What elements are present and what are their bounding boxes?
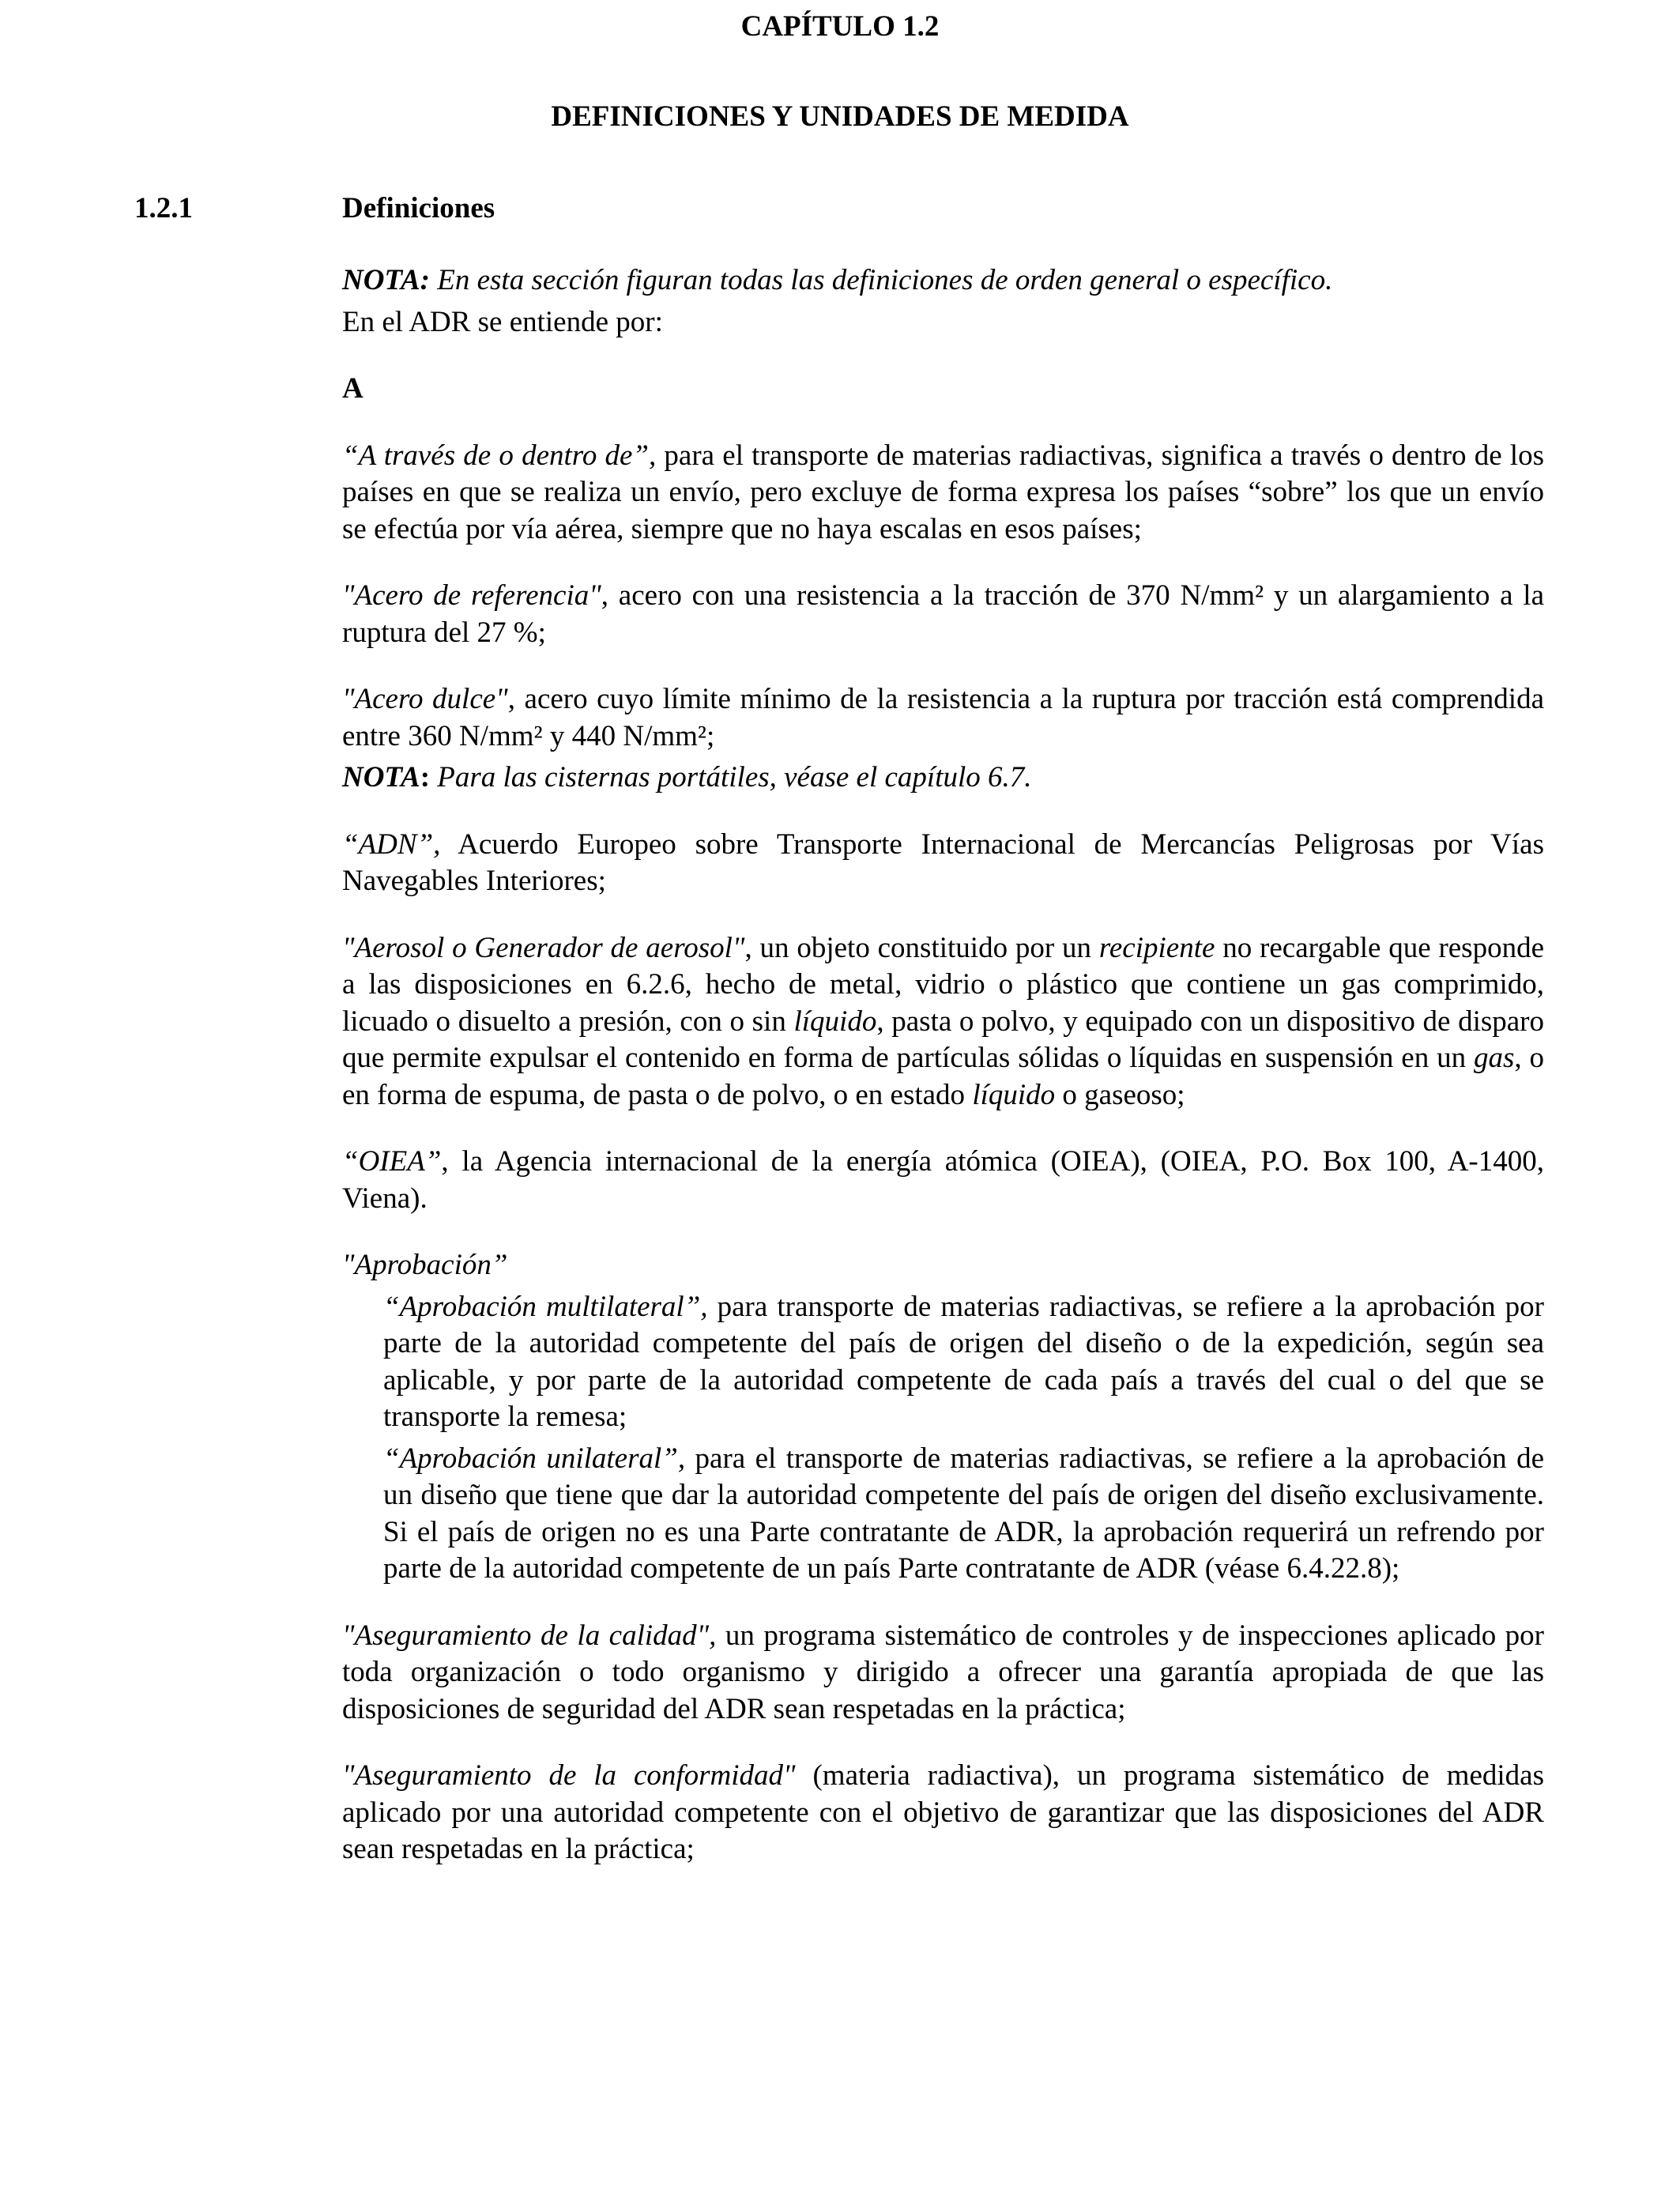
definition-aseguramiento-conformidad: [342, 1758, 1544, 1868]
definition-aprobacion-unilateral: [383, 1441, 1544, 1588]
definition-term: “A través de o dentro de”,: [342, 439, 657, 472]
definition-aerosol: [342, 930, 1544, 1114]
definition-text: , pasta o polvo, y equipado con un dispositivo de disparo que permite expulsar el contenido en forma de partículas sólidas o líquidas en suspensión en un: [342, 1005, 1544, 1074]
definition-text: (materia radiactiva), un programa sistemático de medidas aplicado por una autoridad competente con el objetivo de garantizar que las disposiciones del ADR sean respetadas en la práctica;: [342, 1759, 1544, 1865]
note-label: NOTA:: [342, 264, 430, 296]
definition-text: para el transporte de materias radiactivas, se refiere a la aprobación de un diseño que tiene que dar la autoridad competente del país de origen del diseño exclusivamente. Si el país de origen no es una Parte contratante de ADR, la aprobación requerirá un refrendo por parte de la autoridad competente de un país Parte contratante de ADR (véase 6.4.22.8);: [383, 1442, 1544, 1585]
definition-term: “OIEA”: [342, 1145, 442, 1178]
definition-text: para el transporte de materias radiactivas, significa a través o dentro de los países en que se realiza un envío, pero excluye de forma expresa los países “sobre” los que un envío se efectúa por vía aérea, siempre que no haya escalas en esos países;: [342, 439, 1544, 545]
definition-aseguramiento-calidad: [342, 1618, 1544, 1728]
definition-ref-term: líquido: [972, 1078, 1056, 1111]
note-label: NOTA: [342, 761, 420, 794]
note-paragraph: [342, 262, 1544, 300]
note-text: Para las cisternas portátiles, véase el capítulo 6.7.: [430, 761, 1032, 794]
definitions-body: [342, 262, 1544, 1868]
definition-adn: [342, 827, 1544, 900]
definition-term: “Aprobación multilateral”,: [383, 1290, 708, 1323]
definition-text: no recargable que responde a las disposiciones en 6.2.6, hecho de metal, vidrio o plástico que contiene un gas comprimido, licuado o disuelto a presión, con o sin: [342, 931, 1545, 1038]
chapter-heading: CAPÍTULO 1.2: [740, 10, 940, 43]
definition-acero-referencia: [342, 578, 1544, 651]
definition-term: "Aerosol o Generador de aerosol": [342, 931, 745, 964]
definition-term: "Aseguramiento de la conformidad": [342, 1759, 796, 1792]
definition-ref-term: líquido: [793, 1005, 877, 1038]
definition-text: un programa sistemático de controles y de inspecciones aplicado por toda organización o todo organismo y dirigido a ofrecer una garantía apropiada de que las disposiciones de seguridad del ADR sean respetadas en la práctica;: [342, 1619, 1544, 1725]
chapter-title: DEFINICIONES Y UNIDADES DE MEDIDA: [551, 100, 1129, 133]
letter-heading: A: [342, 372, 363, 405]
note-text: En esta sección figuran todas las definiciones de orden general o específico.: [430, 264, 1333, 296]
definition-text: , o en forma de espuma, de pasta o de polvo, o en estado: [342, 1042, 1544, 1111]
definition-text: Acuerdo Europeo sobre Transporte Internacional de Mercancías Peligrosas por Vías Navegables Interiores;: [342, 827, 1544, 897]
definition-term: "Aprobación”: [342, 1249, 508, 1281]
definition-term: "Acero de referencia": [342, 579, 601, 612]
definition-text: , acero con una resistencia a la tracción de 370 N/mm² y un alargamiento a la ruptura del 27 %;: [342, 579, 1544, 649]
section-number: 1.2.1: [134, 192, 193, 224]
definition-term: “ADN”,: [342, 827, 441, 861]
definition-a-traves: [342, 438, 1544, 548]
definition-text: , un objeto constituido por un: [744, 931, 1099, 964]
note-paragraph-2: [342, 760, 1544, 797]
definition-term: "Acero dulce": [342, 683, 508, 715]
definition-ref-term: recipiente: [1098, 931, 1215, 964]
definition-text: para transporte de materias radiactivas, se refiere a la aprobación por parte de la autoridad competente del país de origen del diseño o de la expedición, según sea aplicable, y por parte de la autoridad competente de cada país a través del cual o del que se transporte la remesa;: [383, 1290, 1544, 1433]
definition-text: o gaseoso;: [1055, 1078, 1185, 1111]
definition-acero-dulce: [342, 681, 1544, 755]
definition-aprobacion-multilateral: [383, 1289, 1544, 1436]
definition-text: , acero cuyo límite mínimo de la resistencia a la ruptura por tracción está comprendida entre 360 N/mm² y 440 N/mm²;: [342, 683, 1545, 752]
intro-text: En el ADR se entiende por:: [342, 305, 663, 338]
definition-text: , la Agencia internacional de la energía atómica (OIEA), (OIEA, P.O. Box 100, A-1400, Viena).: [342, 1145, 1544, 1215]
note-colon: :: [420, 761, 431, 794]
section-title: Definiciones: [342, 192, 495, 224]
definition-ref-term: gas: [1473, 1042, 1515, 1074]
definition-oiea: [342, 1144, 1544, 1217]
definition-term: "Aseguramiento de la calidad",: [342, 1619, 717, 1652]
definition-aprobacion: [342, 1247, 1544, 1284]
definition-term: “Aprobación unilateral”,: [383, 1442, 686, 1475]
